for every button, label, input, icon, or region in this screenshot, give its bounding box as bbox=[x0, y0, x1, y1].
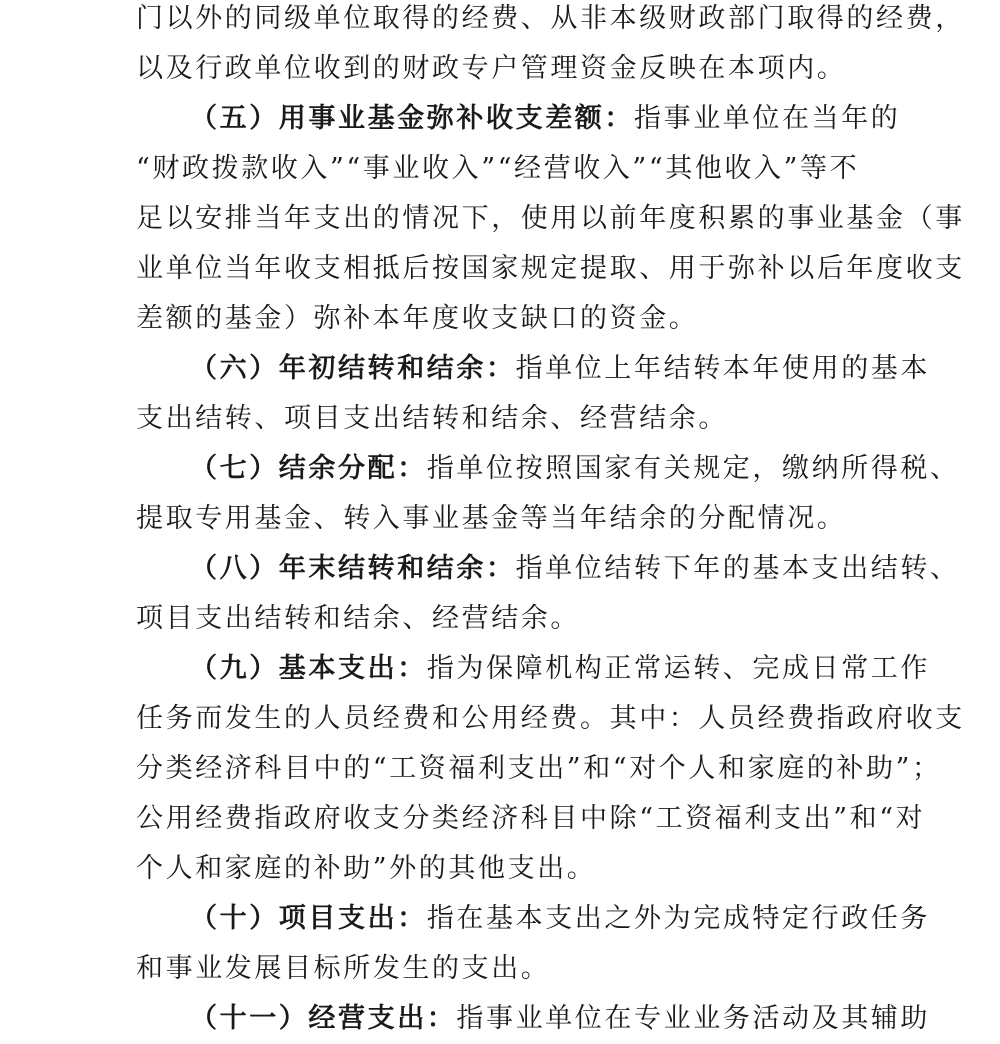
section-heading-line: （五）用事业基金弥补收支差额：指事业单位在当年的 bbox=[190, 103, 901, 134]
section-term: （十一）经营支出： bbox=[190, 1003, 457, 1034]
section-term: （六）年初结转和结余： bbox=[190, 353, 516, 384]
section-heading-line: （十）项目支出：指在基本支出之外为完成特定行政任务 bbox=[190, 903, 931, 934]
text-line: 提取专用基金、转入事业基金等当年结余的分配情况。 bbox=[136, 503, 847, 534]
text-line: 项目支出结转和结余、经营结余。 bbox=[136, 603, 580, 634]
text-line: 公用经费指政府收支分类经济科目中除“工资福利支出”和“对 bbox=[136, 803, 926, 834]
text-line: 门以外的同级单位取得的经费、从非本级财政部门取得的经费， bbox=[136, 3, 965, 34]
text-line: 和事业发展目标所发生的支出。 bbox=[136, 953, 551, 984]
section-heading-line: （九）基本支出：指为保障机构正常运转、完成日常工作 bbox=[190, 653, 931, 684]
text-line: 以及行政单位收到的财政专户管理资金反映在本项内。 bbox=[136, 53, 847, 84]
text-line: 个人和家庭的补助”外的其他支出。 bbox=[136, 853, 597, 884]
section-heading-line: （十一）经营支出：指事业单位在专业业务活动及其辅助 bbox=[190, 1003, 931, 1034]
text-line: 任务而发生的人员经费和公用经费。其中：人员经费指政府收支 bbox=[136, 703, 965, 734]
text-line: “财政拨款收入”“事业收入”“经营收入”“其他收入”等不 bbox=[136, 153, 860, 184]
section-term: （五）用事业基金弥补收支差额： bbox=[190, 103, 634, 134]
section-term: （八）年末结转和结余： bbox=[190, 553, 516, 584]
section-term: （七）结余分配： bbox=[190, 453, 427, 484]
text-line: 差额的基金）弥补本年度收支缺口的资金。 bbox=[136, 303, 699, 334]
text-line: 业单位当年收支相抵后按国家规定提取、用于弥补以后年度收支 bbox=[136, 253, 965, 284]
text-line: 足以安排当年支出的情况下，使用以前年度积累的事业基金（事 bbox=[136, 203, 965, 234]
text-line: 分类经济科目中的“工资福利支出”和“对个人和家庭的补助”； bbox=[136, 753, 942, 784]
section-heading-line: （八）年末结转和结余：指单位结转下年的基本支出结转、 bbox=[190, 553, 960, 584]
text-line: 支出结转、项目支出结转和结余、经营结余。 bbox=[136, 403, 728, 434]
section-heading-line: （六）年初结转和结余：指单位上年结转本年使用的基本 bbox=[190, 353, 931, 384]
section-term: （十）项目支出： bbox=[190, 903, 427, 934]
section-heading-line: （七）结余分配：指单位按照国家有关规定，缴纳所得税、 bbox=[190, 453, 960, 484]
section-term: （九）基本支出： bbox=[190, 653, 427, 684]
